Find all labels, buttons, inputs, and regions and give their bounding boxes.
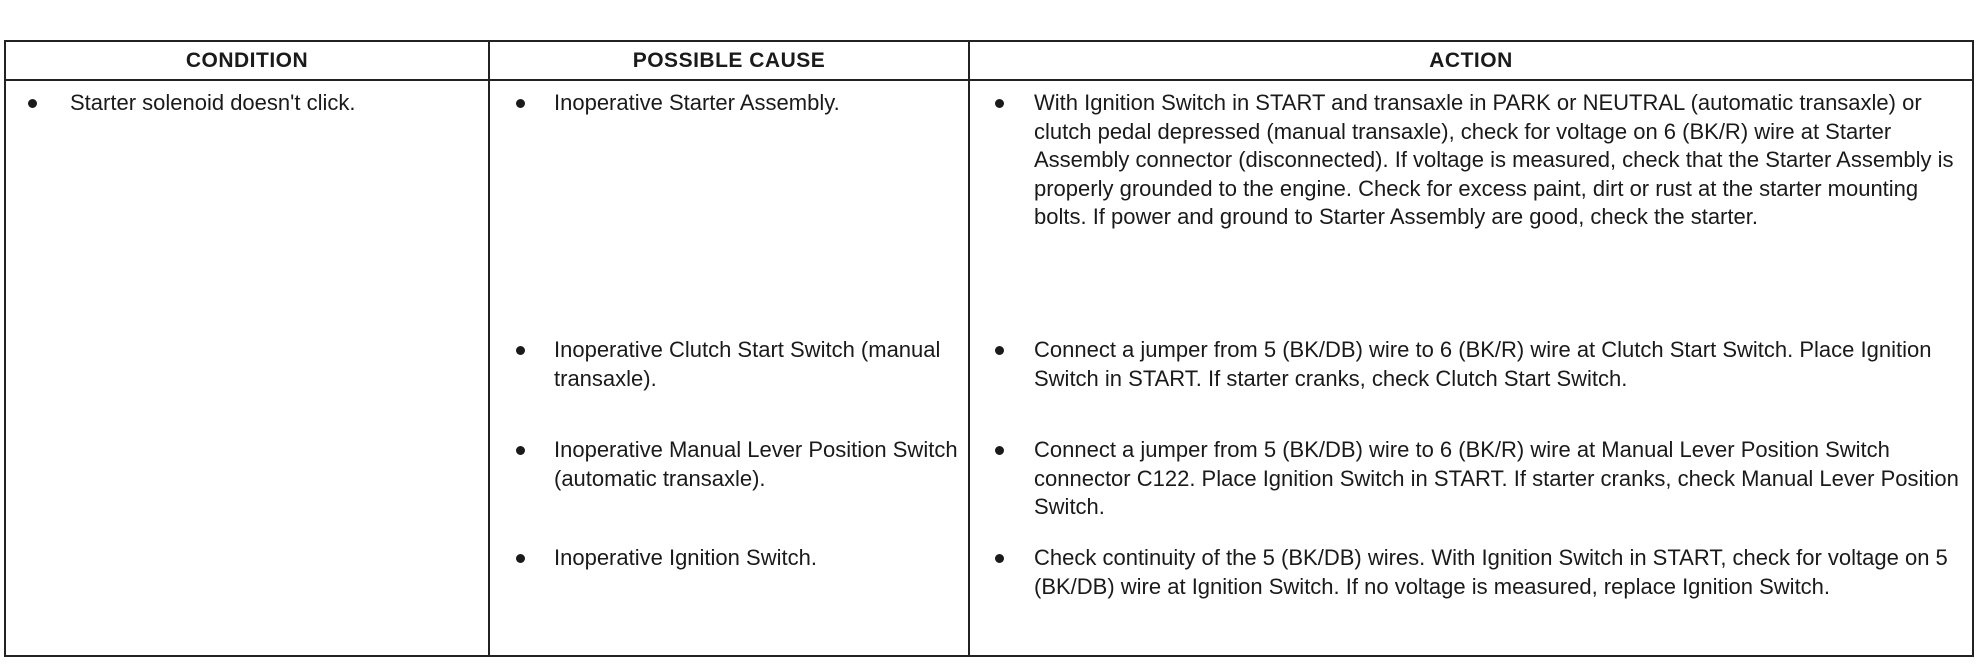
- bullet-icon: [995, 446, 1004, 455]
- cause-entry: [490, 544, 968, 573]
- header-condition: CONDITION: [5, 41, 489, 80]
- cause-text: Inoperative Ignition Switch.: [554, 545, 817, 570]
- bullet-icon: [995, 99, 1004, 108]
- bullet-icon: [516, 346, 525, 355]
- action-entry: [970, 544, 1972, 601]
- bullet-icon: [995, 346, 1004, 355]
- action-entry: [970, 436, 1972, 522]
- header-possible-cause: POSSIBLE CAUSE: [489, 41, 969, 80]
- action-text: With Ignition Switch in START and transaxle in PARK or NEUTRAL (automatic transaxle) or clutch pedal depressed (manual transaxle), check for voltage on 6 (BK/R) wire at Starter Assembly connector (disconnected). If voltage is measured, check that the Starter Assembly is properly grounded to the engine. Check for excess paint, dirt or rust at the starter mounting bolts. If power and ground to Starter Assembly are good, check the starter.: [1034, 90, 1954, 229]
- condition-text: Starter solenoid doesn't click.: [70, 90, 356, 115]
- cause-text: Inoperative Manual Lever Position Switch (automatic transaxle).: [554, 437, 958, 491]
- action-text: Connect a jumper from 5 (BK/DB) wire to 6 (BK/R) wire at Clutch Start Switch. Place Ignition Switch in START. If starter cranks, check Clutch Start Switch.: [1034, 337, 1932, 391]
- diagnostic-table: [4, 40, 1972, 657]
- cause-text: Inoperative Clutch Start Switch (manual transaxle).: [554, 337, 941, 391]
- cause-entry: [490, 436, 968, 493]
- cause-cell: [489, 80, 969, 656]
- bullet-icon: [516, 99, 525, 108]
- action-entry: [970, 89, 1972, 232]
- cause-entry: [490, 89, 968, 118]
- bullet-icon: [995, 554, 1004, 563]
- action-text: Check continuity of the 5 (BK/DB) wires. With Ignition Switch in START, check for voltage on 5 (BK/DB) wire at Ignition Switch. If no voltage is measured, replace Ignition Switch.: [1034, 545, 1948, 599]
- symptom-table: [4, 40, 1974, 657]
- table-row: [5, 80, 1973, 656]
- cause-entry: [490, 336, 968, 393]
- cause-text: Inoperative Starter Assembly.: [554, 90, 840, 115]
- bullet-icon: [516, 446, 525, 455]
- condition-entry: [6, 89, 488, 118]
- action-text: Connect a jumper from 5 (BK/DB) wire to 6 (BK/R) wire at Manual Lever Position Switch connector C122. Place Ignition Switch in START. If starter cranks, check Manual Lever Position Switch.: [1034, 437, 1959, 519]
- header-action: ACTION: [969, 41, 1973, 80]
- bullet-icon: [516, 554, 525, 563]
- bullet-icon: [28, 99, 37, 108]
- action-cell: [969, 80, 1973, 656]
- condition-cell: [5, 80, 489, 656]
- header-row: [5, 41, 1973, 80]
- action-entry: [970, 336, 1972, 393]
